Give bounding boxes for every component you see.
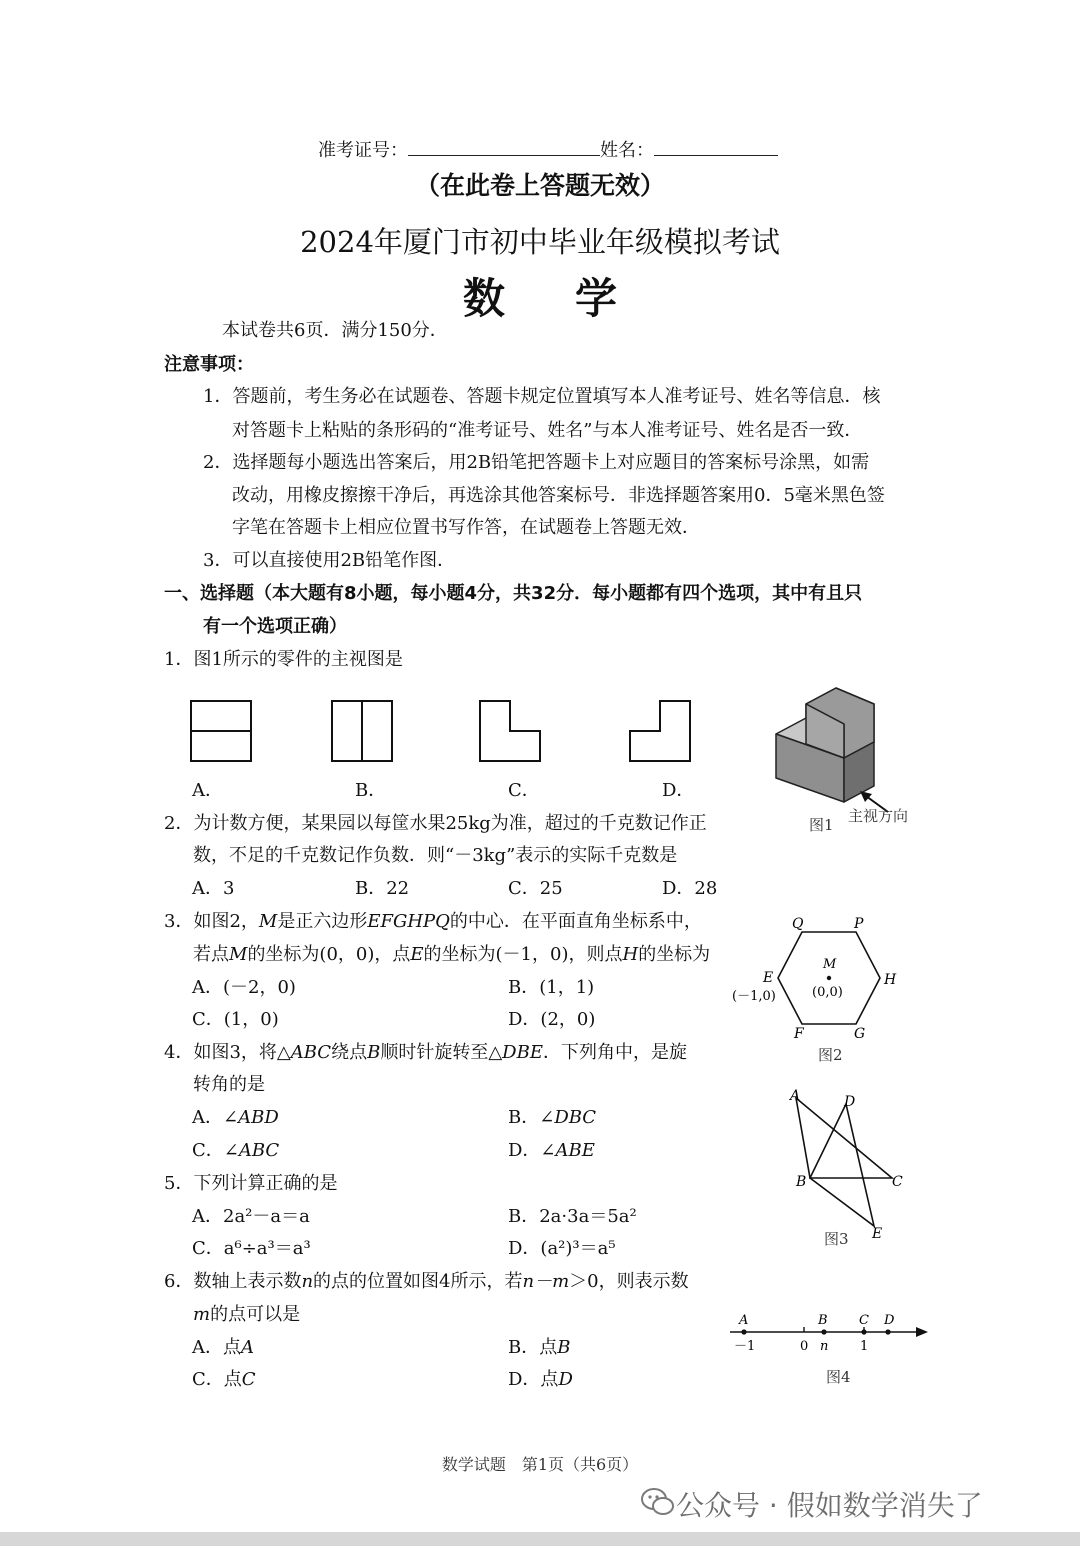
label-e-coord: (－1,0) bbox=[732, 989, 776, 1004]
figure-2-label: 图2 bbox=[818, 1046, 843, 1064]
notice-item: 改动，用橡皮擦擦干净后，再选涂其他答案标号．非选择题答案用0．5毫米黑色签 bbox=[232, 485, 885, 506]
q5-option-a: A．2a²－a＝a bbox=[192, 1206, 310, 1227]
q4-line1: 4．如图3，将△ABC绕点B顺时针旋转至△DBE．下列角中，是旋 bbox=[164, 1042, 687, 1063]
q5-option-c: C．a⁶÷a³＝a³ bbox=[192, 1238, 311, 1259]
notice-item: 1．答题前，考生务必在试题卷、答题卡规定位置填写本人准考证号、姓名等信息．核 bbox=[203, 386, 881, 407]
q6-option-a: A．点A bbox=[192, 1337, 254, 1358]
label-a: A bbox=[790, 1088, 801, 1104]
label-c: C bbox=[892, 1174, 903, 1190]
label-h: H bbox=[884, 972, 897, 988]
page-footer: 数学试题 第1页（共6页） bbox=[441, 1455, 639, 1474]
label-b: B bbox=[796, 1174, 807, 1190]
q3-option-d: D．(2，0) bbox=[508, 1009, 596, 1030]
q4-option-a: A．∠ABD bbox=[192, 1107, 279, 1128]
q1-option-b: B． bbox=[355, 780, 387, 801]
q4-option-b: B．∠DBC bbox=[508, 1107, 597, 1128]
notice-item: 对答题卡上粘贴的条形码的“准考证号、姓名”与本人准考证号、姓名是否一致． bbox=[232, 420, 863, 441]
q6-option-c: C．点C bbox=[192, 1369, 256, 1390]
q2-option-b: B．22 bbox=[355, 878, 410, 899]
figure-1-label: 图1 bbox=[809, 816, 834, 834]
section-heading-cont: 有一个选项正确） bbox=[203, 616, 347, 637]
axis-arrow-icon bbox=[916, 1327, 928, 1337]
label-zero: 0 bbox=[800, 1339, 809, 1354]
label-g: G bbox=[854, 1026, 866, 1042]
exam-number-label: 准考证号： bbox=[318, 140, 408, 161]
page-info: 本试卷共6页．满分150分． bbox=[222, 320, 448, 341]
label-m-coord: (0,0) bbox=[812, 985, 843, 1000]
label-p: P bbox=[854, 916, 864, 932]
figure-1 bbox=[770, 684, 930, 824]
q1-option-c: C． bbox=[508, 780, 540, 801]
label-m: M bbox=[823, 957, 837, 972]
point-a bbox=[741, 1329, 746, 1334]
q5-stem: 5．下列计算正确的是 bbox=[164, 1173, 338, 1194]
q4-option-c: C．∠ABC bbox=[192, 1140, 280, 1161]
q2-line2: 数，不足的千克数记作负数．则“－3kg”表示的实际千克数是 bbox=[193, 845, 678, 866]
q6-option-d: D．点D bbox=[508, 1369, 573, 1390]
q1-option-d: D． bbox=[662, 780, 695, 801]
q3-line1: 3．如图2，M是正六边形EFGHPQ的中心．在平面直角坐标系中， bbox=[164, 911, 702, 932]
bottom-bar bbox=[0, 1532, 1080, 1546]
option-c-shape bbox=[480, 701, 540, 761]
q5-option-d: D．(a²)³＝a⁵ bbox=[508, 1238, 616, 1259]
figure-4 bbox=[726, 1308, 936, 1358]
label-f: F bbox=[794, 1026, 804, 1042]
q1-option-shapes bbox=[188, 698, 698, 766]
q3-line2: 若点M的坐标为(0，0)，点E的坐标为(－1，0)，则点H的坐标为 bbox=[193, 944, 711, 965]
label-e: E bbox=[763, 970, 774, 986]
point-b bbox=[821, 1329, 826, 1334]
label-axis-c: C bbox=[859, 1313, 869, 1328]
q1-option-a: A． bbox=[192, 780, 223, 801]
triangle-dbe bbox=[810, 1104, 874, 1226]
q1-stem: 1．图1所示的零件的主视图是 bbox=[164, 649, 403, 670]
exam-number-line bbox=[318, 136, 778, 162]
q6-line1: 6．数轴上表示数n的点的位置如图4所示，若n－m＞0，则表示数 bbox=[164, 1271, 689, 1292]
figure-3 bbox=[782, 1086, 912, 1246]
q3-option-b: B．(1，1) bbox=[508, 977, 595, 998]
exam-number-blank bbox=[408, 139, 600, 156]
label-q: Q bbox=[792, 916, 804, 932]
q2-line1: 2．为计数方便，某果园以每筐水果25kg为准，超过的千克数记作正 bbox=[164, 813, 707, 834]
label-axis-b: B bbox=[818, 1313, 828, 1328]
notice-title: 注意事项： bbox=[164, 354, 254, 375]
point-d bbox=[885, 1329, 890, 1334]
q3-option-a: A．(－2，0) bbox=[192, 977, 296, 998]
name-blank bbox=[654, 139, 778, 156]
view-direction-label: 主视方向 bbox=[848, 807, 909, 825]
wechat-icon bbox=[640, 1486, 676, 1518]
q5-option-b: B．2a·3a＝5a² bbox=[508, 1206, 637, 1227]
option-d-shape bbox=[630, 701, 690, 761]
figure-3-label: 图3 bbox=[824, 1230, 849, 1248]
center-point bbox=[827, 976, 831, 980]
notice-item: 字笔在答题卡上相应位置书写作答，在试题卷上答题无效． bbox=[232, 517, 700, 538]
label-n: n bbox=[820, 1339, 829, 1354]
label-one: 1 bbox=[860, 1339, 869, 1354]
q2-option-c: C．25 bbox=[508, 878, 563, 899]
invalid-note: （在此卷上答题无效） bbox=[414, 171, 665, 200]
label-d: D bbox=[844, 1094, 856, 1110]
q2-option-a: A．3 bbox=[192, 878, 235, 899]
q2-option-d: D．28 bbox=[662, 878, 718, 899]
subject-title: 数学 bbox=[462, 274, 687, 323]
section-heading: 一、选择题（本大题有8小题，每小题4分，共32分．每小题都有四个选项，其中有且只 bbox=[164, 583, 863, 604]
notice-item: 3．可以直接使用2B铅笔作图． bbox=[203, 550, 456, 571]
figure-4-label: 图4 bbox=[826, 1368, 851, 1386]
exam-title: 2024年厦门市初中毕业年级模拟考试 bbox=[300, 225, 780, 259]
figure-2 bbox=[728, 912, 908, 1042]
notice-item: 2．选择题每小题选出答案后，用2B铅笔把答题卡上对应题目的答案标号涂黑，如需 bbox=[203, 452, 870, 473]
arrow-head-icon bbox=[860, 791, 872, 802]
q6-line2: m的点可以是 bbox=[193, 1304, 301, 1325]
q4-option-d: D．∠ABE bbox=[508, 1140, 595, 1161]
label-axis-d: D bbox=[884, 1313, 895, 1328]
q3-option-c: C．(1，0) bbox=[192, 1009, 279, 1030]
q6-option-b: B．点B bbox=[508, 1337, 571, 1358]
watermark-text: 公众号 · 假如数学消失了 bbox=[676, 1489, 983, 1522]
q4-line2: 转角的是 bbox=[193, 1074, 265, 1095]
label-neg-one: －1 bbox=[734, 1339, 756, 1354]
label-e3: E bbox=[872, 1226, 883, 1242]
name-label: 姓名： bbox=[600, 140, 654, 161]
label-axis-a: A bbox=[739, 1313, 749, 1328]
triangle-abc bbox=[796, 1098, 892, 1178]
